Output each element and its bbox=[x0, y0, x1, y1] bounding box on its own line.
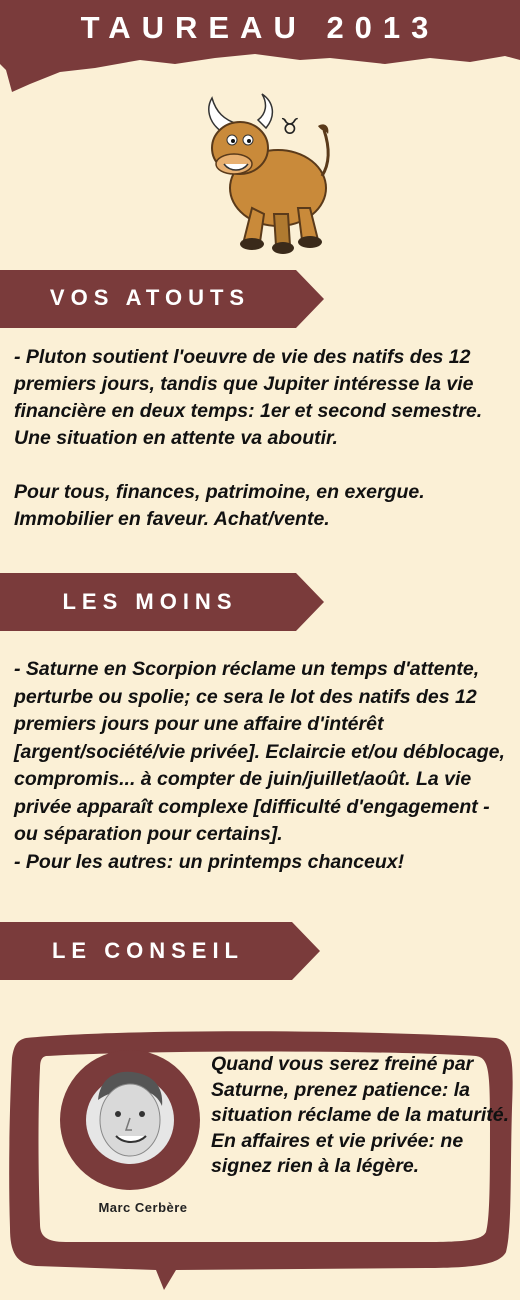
section-text-les-moins: - Saturne en Scorpion réclame un temps d'attente, perturbe ou spolie; ce sera le lot des natifs des 12 premiers jours pour une affaire d'intérêt [argent/société/vie privée]. Eclaircie et/ou déblocage, compromis... à compter de juin/juillet/août. La vie privée apparaît complexe [difficulté d'engagement - ou séparation pour certains]. - Pour les autres: un printemps chanceux! bbox=[14, 658, 505, 873]
taurus-sign-glyph: ♉ bbox=[280, 115, 300, 140]
avatar bbox=[60, 1050, 200, 1190]
section-title-le-conseil: LE CONSEIL bbox=[51, 938, 244, 963]
section-title-vos-atouts: VOS ATOUTS bbox=[49, 285, 251, 310]
author-name: Marc Cerbère bbox=[98, 1200, 188, 1215]
page-title: TAUREAU 2013 bbox=[80, 10, 440, 45]
section-title-les-moins: LES MOINS bbox=[62, 589, 238, 614]
taurus-bull-icon bbox=[200, 90, 340, 260]
advice-quote: Quand vous serez freiné par Saturne, prenez patience: la situation réclame de la maturité. En affaires et vie privée: ne signez rien à la légère. bbox=[211, 1053, 510, 1177]
section-text-vos-atouts: - Pluton soutient l'oeuvre de vie des natifs des 12 premiers jours, tandis que Jupiter intéresse la vie financière en deux temps: 1er et second semestre. Une situation en attente va aboutir. Pour tous, finances, patrimoine, en exergue. Immobilier en faveur. Achat/vente. bbox=[14, 346, 483, 530]
